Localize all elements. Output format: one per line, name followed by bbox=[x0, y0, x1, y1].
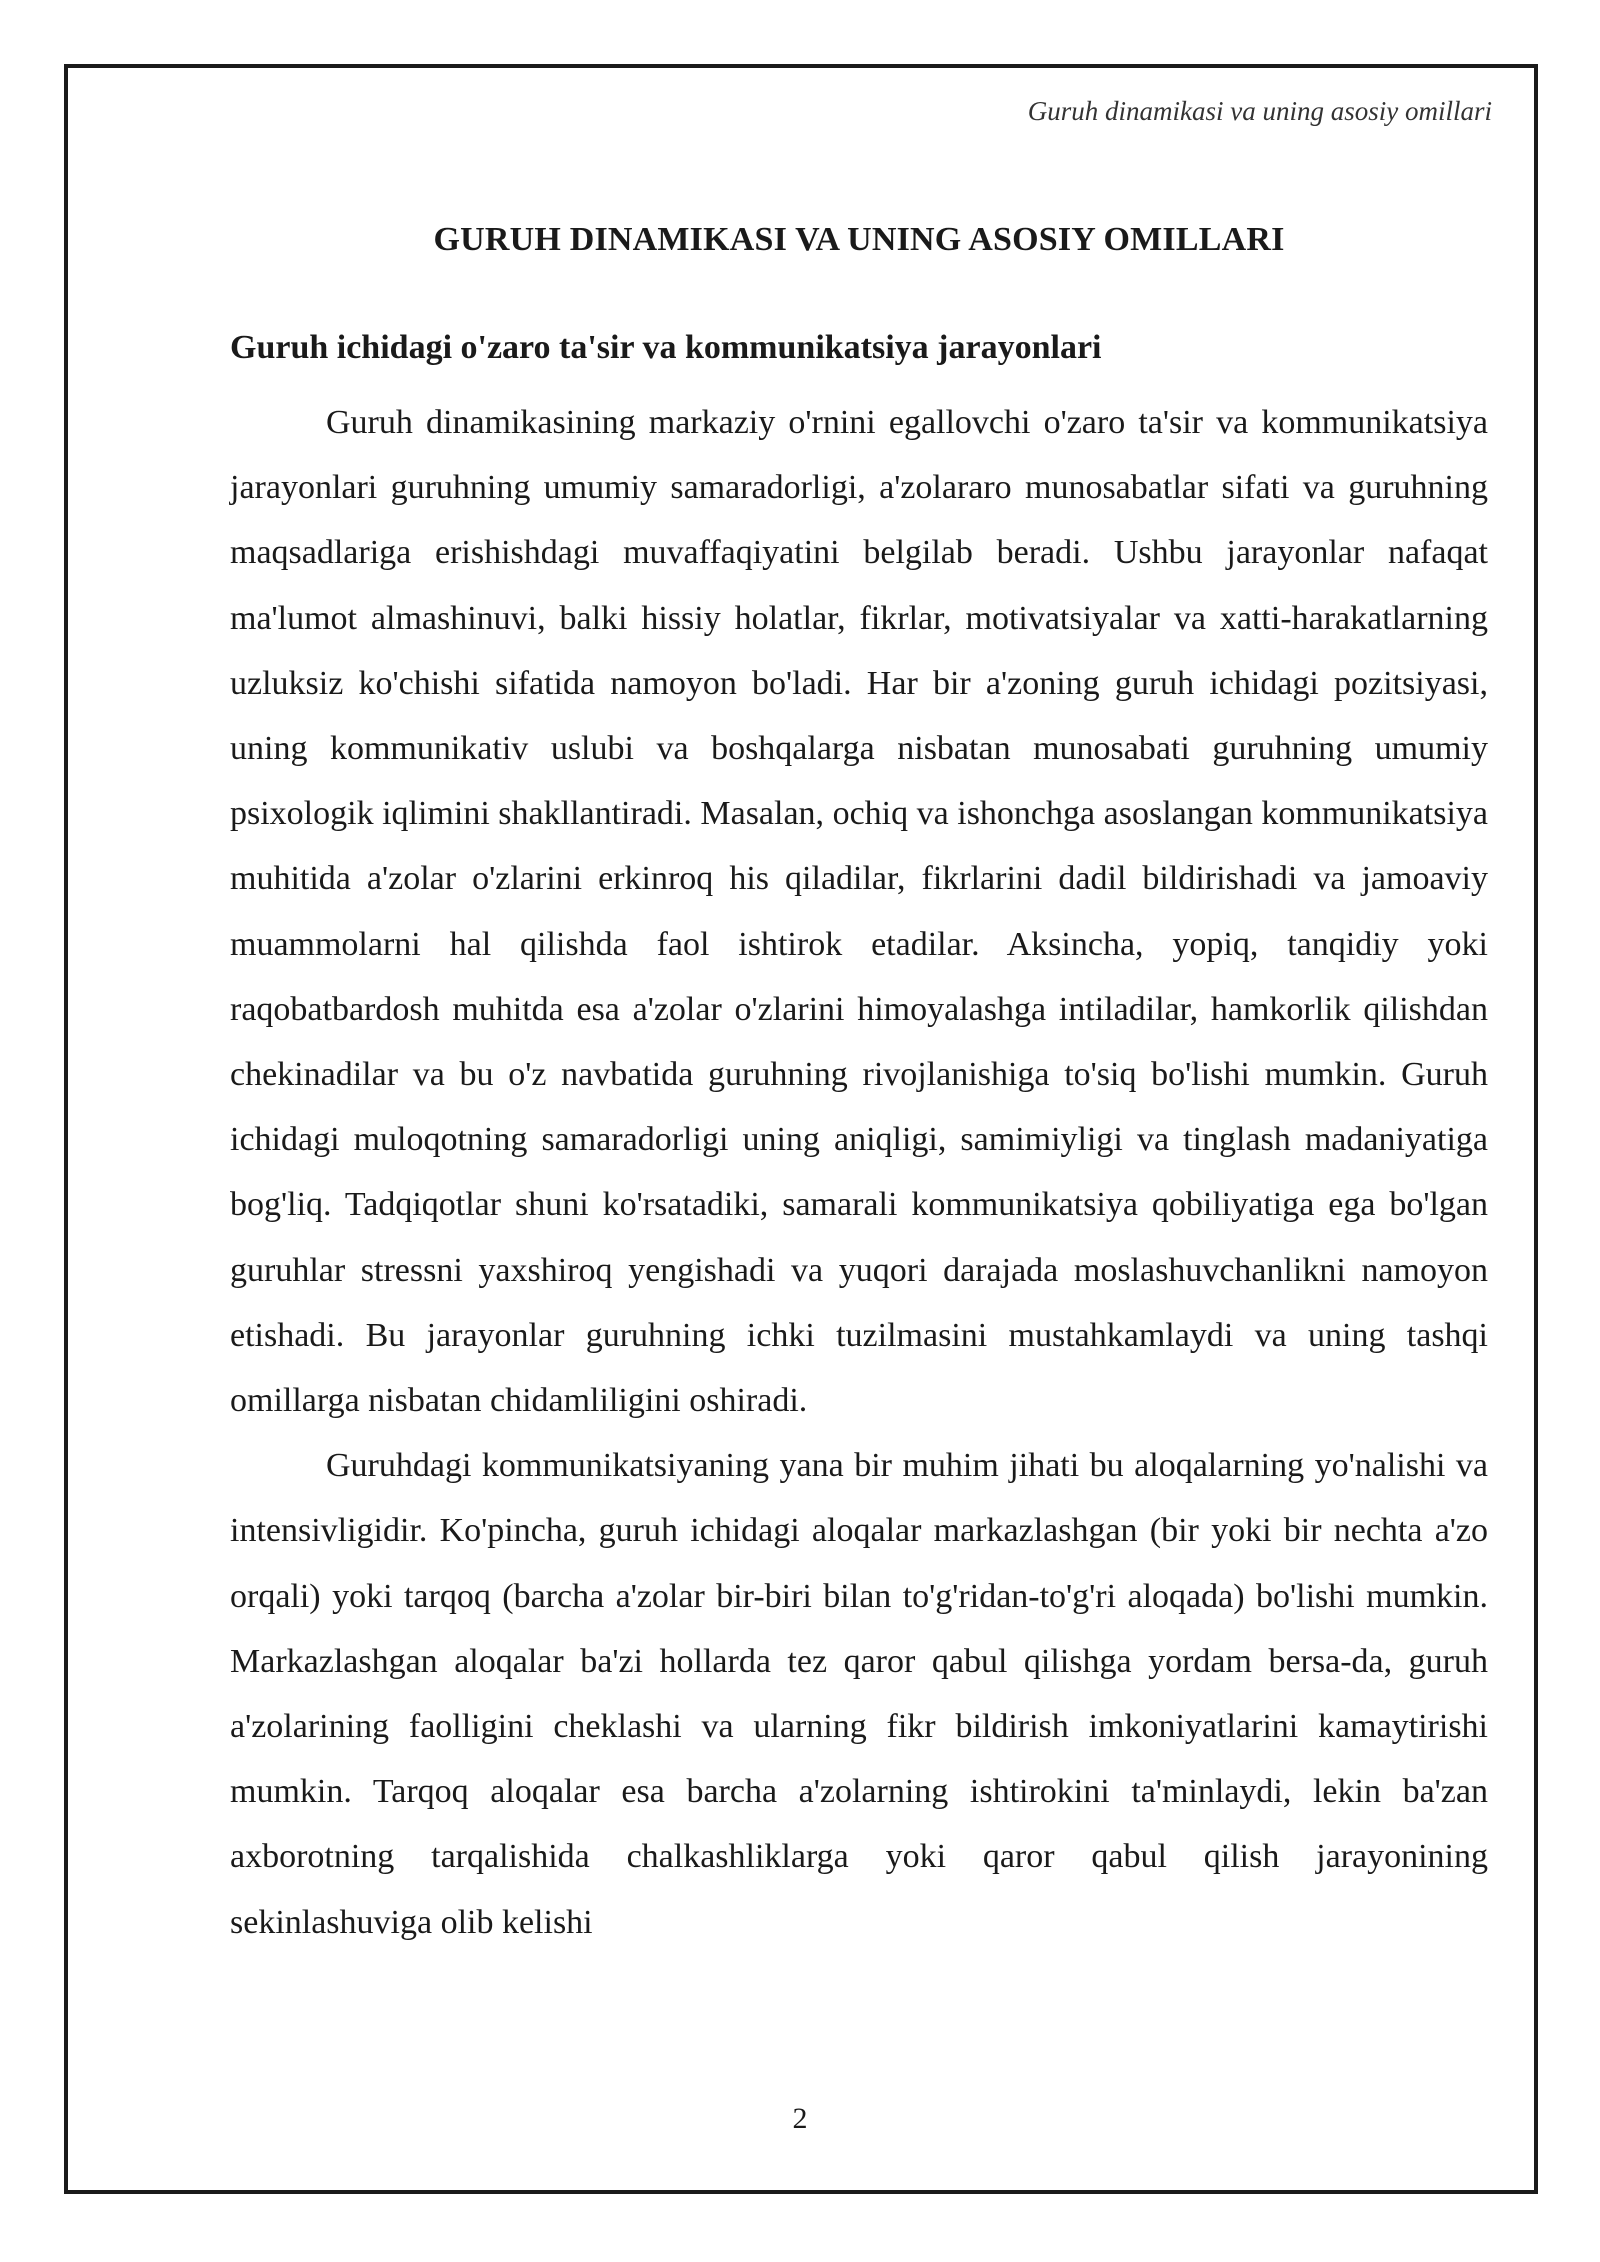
document-body bbox=[230, 210, 1488, 1955]
body-paragraph: Guruh dinamikasining markaziy o'rnini egallovchi o'zaro ta'sir va kommunikatsiya jarayonlari guruhning umumiy samaradorligi, a'zolararo munosabatlar sifati va guruhning maqsadlariga erishishdagi muvaffaqiyatini belgilab beradi. Ushbu jarayonlar nafaqat ma'lumot almashinuvi, balki hissiy holatlar, fikrlar, motivatsiyalar va xatti-harakatlarning uzluksiz ko'chishi sifatida namoyon bo'ladi. Har bir a'zoning guruh ichidagi pozitsiyasi, uning kommunikativ uslubi va boshqalarga nisbatan munosabati guruhning umumiy psixologik iqlimini shakllantiradi. Masalan, ochiq va ishonchga asoslangan kommunikatsiya muhitida a'zolar o'zlarini erkinroq his qiladilar, fikrlarini dadil bildirishadi va jamoaviy muammolarni hal qilishda faol ishtirok etadilar. Aksincha, yopiq, tanqidiy yoki raqobatbardosh muhitda esa a'zolar o'zlarini himoyalashga intiladilar, hamkorlik qilishdan chekinadilar va bu o'z navbatida guruhning rivojlanishiga to'siq bo'lishi mumkin. Guruh ichidagi muloqotning samaradorligi uning aniqligi, samimiyligi va tinglash madaniyatiga bog'liq. Tadqiqotlar shuni ko'rsatadiki, samarali kommunikatsiya qobiliyatiga ega bo'lgan guruhlar stressni yaxshiroq yengishadi va yuqori darajada moslashuvchanlikni namoyon etishadi. Bu jarayonlar guruhning ichki tuzilmasini mustahkamlaydi va uning tashqi omillarga nisbatan chidamliligini oshiradi. bbox=[230, 404, 1488, 1420]
section-heading: Guruh ichidagi o'zaro ta'sir va kommunikatsiya jarayonlari bbox=[230, 329, 1102, 366]
page-number: 2 bbox=[792, 2102, 808, 2135]
document-title: GURUH DINAMIKASI VA UNING ASOSIY OMILLARI bbox=[433, 221, 1285, 258]
running-header: Guruh dinamikasi va uning asosiy omillari bbox=[1027, 96, 1492, 126]
body-paragraph: Guruhdagi kommunikatsiyaning yana bir muhim jihati bu aloqalarning yo'nalishi va intensivligidir. Ko'pincha, guruh ichidagi aloqalar markazlashgan (bir yoki bir nechta a'zo orqali) yoki tarqoq (barcha a'zolar bir-biri bilan to'g'ridan-to'g'ri aloqada) bo'lishi mumkin. Markazlashgan aloqalar ba'zi hollarda tez qaror qabul qilishga yordam bersa-da, guruh a'zolarining faolligini cheklashi va ularning fikr bildirish imkoniyatlarini kamaytirishi mumkin. Tarqoq aloqalar esa barcha a'zolarning ishtirokini ta'minlaydi, lekin ba'zan axborotning tarqalishida chalkashliklarga yoki qaror qabul qilish jarayonining sekinlashuviga olib kelishi bbox=[230, 1447, 1488, 1941]
